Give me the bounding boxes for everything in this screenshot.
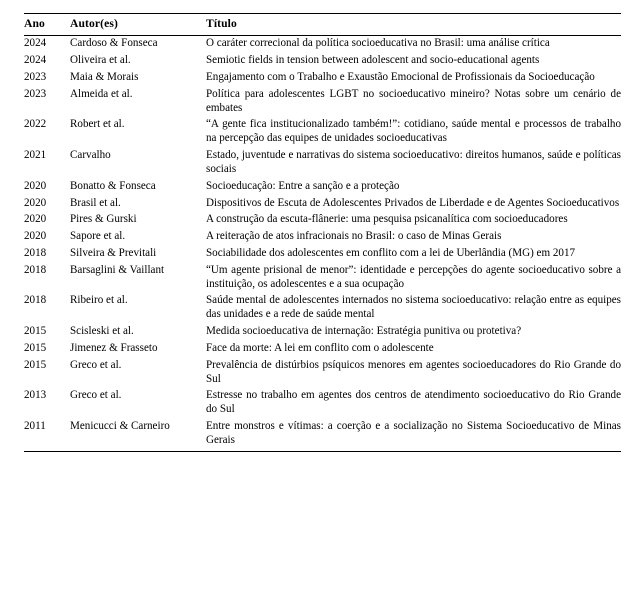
cell-autor: Cardoso & Fonseca <box>70 37 158 50</box>
cell-autor: Sapore et al. <box>70 230 126 243</box>
cell-autor: Greco et al. <box>70 389 122 402</box>
cell-titulo: Semiotic fields in tension between adolescent and socio-educational agents <box>206 54 540 67</box>
cell-ano: 2020 <box>24 230 47 243</box>
cell-ano: 2018 <box>24 246 47 259</box>
cell-titulo: Saúde mental de adolescentes internados no sistema socioeducativo: relação entre as equipes das unidades e a rede de saúde mental <box>206 294 621 321</box>
table-row <box>24 229 621 246</box>
cell-autor: Carvalho <box>70 149 111 162</box>
cell-ano: 2023 <box>24 70 47 83</box>
table-row <box>24 53 621 70</box>
column-header-ano: Ano <box>24 14 70 36</box>
cell-autor: Maia & Morais <box>70 70 139 83</box>
cell-ano: 2015 <box>24 341 47 354</box>
cell-ano: 2020 <box>24 213 47 226</box>
cell-titulo: Sociabilidade dos adolescentes em conflito com a lei de Uberlândia (MG) em 2017 <box>206 246 576 259</box>
cell-ano: 2018 <box>24 294 47 307</box>
column-header-autor: Autor(es) <box>70 14 206 36</box>
cell-titulo: “A gente fica institucionalizado também!”: cotidiano, saúde mental e processos de trabalho na percepção das equipes de unidades socioeducativas <box>206 118 621 145</box>
table-row <box>24 148 621 179</box>
table-row <box>24 357 621 388</box>
cell-titulo: Estresse no trabalho em agentes dos centros de atendimento socioeducativo do Rio Grande do Sul <box>206 389 621 416</box>
cell-autor: Silveira & Previtali <box>70 246 157 259</box>
cell-titulo: Estado, juventude e narrativas do sistema socioeducativo: direitos humanos, saúde e políticas sociais <box>206 149 621 176</box>
table-row <box>24 419 621 452</box>
cell-titulo: Dispositivos de Escuta de Adolescentes Privados de Liberdade e de Agentes Socioeducativos <box>206 196 620 209</box>
table-row <box>24 388 621 419</box>
cell-titulo: Socioeducação: Entre a sanção e a proteção <box>206 179 400 192</box>
table-header <box>24 14 621 36</box>
cell-titulo: “Um agente prisional de menor”: identidade e percepções do agente socioeducativo sobre a instituição, os adolescentes e a sua ocupação <box>206 263 621 290</box>
table-row <box>24 293 621 324</box>
table-row <box>24 70 621 87</box>
studies-table <box>24 13 621 452</box>
cell-autor: Pires & Gurski <box>70 213 137 226</box>
table-body <box>24 36 621 452</box>
cell-titulo: O caráter correcional da política socioeducativa no Brasil: uma análise crítica <box>206 37 550 50</box>
cell-ano: 2023 <box>24 87 47 100</box>
studies-table-container <box>24 13 621 452</box>
cell-ano: 2020 <box>24 196 47 209</box>
table-row <box>24 340 621 357</box>
cell-autor: Oliveira et al. <box>70 54 131 67</box>
table-row <box>24 195 621 212</box>
cell-ano: 2015 <box>24 325 47 338</box>
column-header-titulo: Título <box>206 14 621 36</box>
table-row <box>24 246 621 263</box>
cell-autor: Scisleski et al. <box>70 325 134 338</box>
cell-autor: Barsaglini & Vaillant <box>70 263 165 276</box>
cell-ano: 2022 <box>24 118 47 131</box>
table-row <box>24 117 621 148</box>
cell-titulo: Prevalência de distúrbios psíquicos menores em agentes socioeducadores do Rio Grande do Sul <box>206 358 621 385</box>
cell-titulo: Política para adolescentes LGBT no socioeducativo mineiro? Notas sobre um cenário de embates <box>206 87 621 114</box>
table-row <box>24 86 621 117</box>
cell-ano: 2018 <box>24 263 47 276</box>
cell-titulo: A construção da escuta-flânerie: uma pesquisa psicanalítica com socioeducadores <box>206 213 568 226</box>
cell-ano: 2011 <box>24 419 70 452</box>
cell-autor: Almeida et al. <box>70 87 133 100</box>
cell-autor: Robert et al. <box>70 118 125 131</box>
table-row <box>24 262 621 293</box>
cell-titulo: Engajamento com o Trabalho e Exaustão Emocional de Profissionais da Socioeducação <box>206 70 595 83</box>
cell-titulo: Face da morte: A lei em conflito com o adolescente <box>206 341 434 354</box>
cell-titulo: A reiteração de atos infracionais no Brasil: o caso de Minas Gerais <box>206 230 502 243</box>
cell-ano: 2024 <box>24 54 47 67</box>
cell-autor: Brasil et al. <box>70 196 121 209</box>
cell-titulo: Medida socioeducativa de internação: Estratégia punitiva ou protetiva? <box>206 325 522 338</box>
cell-ano: 2024 <box>24 37 47 50</box>
cell-autor: Bonatto & Fonseca <box>70 179 156 192</box>
table-header-row <box>24 14 621 36</box>
cell-ano: 2021 <box>24 149 47 162</box>
cell-autor: Menicucci & Carneiro <box>70 419 206 452</box>
cell-ano: 2015 <box>24 358 47 371</box>
table-row <box>24 179 621 196</box>
table-row <box>24 36 621 53</box>
cell-titulo: Entre monstros e vítimas: a coerção e a socialização no Sistema Socioeducativo de Minas Gerais <box>206 419 621 452</box>
table-row <box>24 212 621 229</box>
cell-autor: Greco et al. <box>70 358 122 371</box>
cell-autor: Ribeiro et al. <box>70 294 128 307</box>
cell-ano: 2013 <box>24 389 47 402</box>
table-row <box>24 324 621 341</box>
cell-autor: Jimenez & Frasseto <box>70 341 158 354</box>
cell-ano: 2020 <box>24 179 47 192</box>
